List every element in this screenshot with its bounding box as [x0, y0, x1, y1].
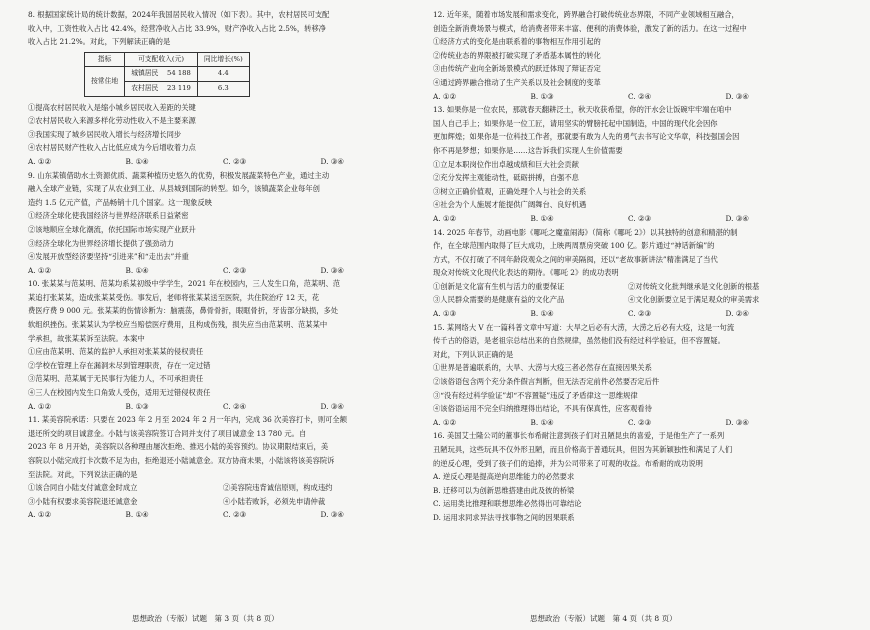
option-b[interactable]: B. ①④: [530, 417, 554, 427]
q14-stem-line: 现众对传统文化现代化表达的期待。《哪吒 2》的成功表明: [433, 268, 619, 278]
q11-item: ②美容院违背诚信原则，构成违约: [223, 483, 333, 493]
question-8: [28, 8, 418, 169]
option-b[interactable]: B. ①④: [125, 156, 149, 166]
q10-options: [28, 400, 418, 414]
question-11: [28, 413, 418, 522]
page-footer-left: 思想政治（专版）试题 第 3 页（共 8 页）: [132, 614, 279, 623]
table-header-cell: 指标: [85, 52, 125, 67]
q12-item: ①经济方式的变化是由联系着的事物相互作用引起的: [433, 37, 601, 47]
row-label: 城镇居民: [131, 69, 159, 78]
q9-item: ③经济全球化为世界经济增长提供了强劲动力: [28, 238, 174, 248]
q10-stem-line: 费医疗费 9 000 元。张某某的伤情诊断为：脑震荡，鼻骨骨折，眼眶骨折，牙齿部分缺损，多处: [28, 306, 339, 316]
income-table: [84, 52, 250, 97]
q12-stem-line: 12. 近年来，随着市场发展和需求变化，跨界融合打破传统业态界限，不同产业领域相互融合，: [433, 10, 739, 19]
option-d[interactable]: D. ③④: [725, 417, 749, 427]
question-13: [433, 103, 823, 225]
q8-stem-line: 8. 根据国家统计局的统计数据，2024年我国居民收入情况（如下表）。其中，农村居民可支配: [28, 10, 330, 19]
table-header-cell: 同比增长(%): [197, 52, 249, 67]
q16-stem-line: 的逆反心理，受到了孩子们的追捧，并为公司带来了可观的收益。布希耐的成功说明: [433, 458, 703, 468]
option-a[interactable]: A. ①②: [28, 510, 51, 520]
option-d[interactable]: D. ③④: [725, 91, 749, 101]
q14-item: ①创新是文化富有生机与活力的重要保证: [433, 281, 565, 291]
q15-item: ③“没有经过科学验证”却“不容置疑”违反了矛盾律这一思维规律: [433, 390, 638, 400]
right-column: [433, 8, 823, 525]
q8-item: ④农村居民财产性收入占比低应成为今后增收着力点: [28, 143, 196, 153]
q15-item: ④该俗语运用不完全归纳推理得出结论，不具有保真性，应客观看待: [433, 404, 652, 414]
q11-item: ③小陆有权要求美容院退还诚意金: [28, 496, 138, 506]
q14-stem-line: 14. 2025 年春节，动画电影《哪吒之魔童闹海》（简称《哪吒 2》）以其独特的创意和精湛的制: [433, 227, 738, 237]
q15-item: ①世界是普遍联系的，大旱、大涝与大疫三者必然存在直接因果关系: [433, 363, 652, 373]
q15-stem-line: 传千古的俗语，是老祖宗总结出来的自然规律，虽然他们没有经过科学验证，但不容置疑。: [433, 336, 725, 346]
q11-stem-line: 2023 年 8 月开始，美容院以各种理由屡次拒绝、推迟小陆的美容预约。协议期限结束后，美: [28, 442, 329, 452]
q12-stem-line: 创造全新消费场景与模式，给消费者带来丰富、便利的消费体验，激发了新的活力。在这一过程中: [433, 23, 747, 33]
q16-option[interactable]: D. 运用求同求异法寻找事物之间的因果联系: [433, 512, 575, 522]
q12-item: ④通过跨界融合推动了生产关系以及社会制度的变革: [433, 77, 601, 87]
option-c[interactable]: C. ②③: [223, 156, 247, 166]
q9-item: ②该地顺应全球化潮流，依托国际市场实现产业跃升: [28, 224, 196, 234]
q8-stem-line: 收入占比 21.2%。对此，下列解读正确的是: [28, 37, 171, 47]
q10-item: ②学校在管理上存在漏洞未尽到管理职责，存在一定过错: [28, 360, 211, 370]
option-b[interactable]: B. ①④: [125, 265, 149, 275]
table-cell: 6.3: [197, 81, 249, 96]
option-c[interactable]: C. ②④: [628, 91, 652, 101]
q11-stem-line: 11. 某美容院承诺：只要在 2023 年 2 月至 2024 年 2 月一年内，完成 36 次美容打卡，则可全额: [28, 415, 348, 425]
q11-stem-line: 退还所交的项目诚意金。小陆与该美容院签订合同并支付了项目诚意金 13 780 元。自: [28, 428, 307, 438]
question-15: [433, 321, 823, 430]
q10-item: ①应由范某明、范某的监护人承担对张某某的侵权责任: [28, 347, 204, 357]
q11-stem-line: 容院以小陆完成打卡次数不足为由，拒绝退还小陆诚意金。双方协商未果，小陆该将该美容院诉: [28, 456, 335, 465]
option-b[interactable]: B. ①④: [530, 213, 554, 223]
q10-stem-line: 学承担，故张某某诉至法院。本案中: [28, 333, 145, 343]
q10-item: ④三人在校园内发生口角致人受伤，适用无过错侵权责任: [28, 388, 211, 398]
option-c[interactable]: C. ②③: [628, 309, 652, 319]
q13-options: [433, 212, 823, 226]
left-column: [28, 8, 418, 522]
option-b[interactable]: B. ①④: [530, 309, 554, 319]
q16-stem-line: 丑陋玩具，这些玩具不仅外形丑陋，而且价格高于普通玩具，但因为其新颖独性和满足了人们: [433, 445, 733, 454]
option-c[interactable]: C. ②③: [223, 265, 247, 275]
q11-options: [28, 508, 418, 522]
row-label: 农村居民: [131, 83, 159, 92]
q14-items-row: [433, 280, 823, 294]
option-a[interactable]: A. ①②: [433, 417, 456, 427]
q13-stem-line: 你不再是梦想；如果你是……这告诉我们实现人生价值需要: [433, 145, 623, 155]
q9-item: ①经济全球化使我国经济与世界经济联系日益紧密: [28, 211, 189, 221]
q14-stem-line: 作，在全球范围内取得了巨大成功，上映两周票房突破 100 亿。影片通过“神话新编”的: [433, 241, 715, 251]
q11-items-row: [28, 495, 418, 509]
q9-item: ④发展开放型经济要坚持“引进来”和“走出去”并重: [28, 252, 189, 262]
option-d[interactable]: D. ③④: [320, 156, 344, 166]
q11-item: ①该合同自小陆支付诚意金时成立: [28, 483, 138, 493]
q11-stem-line: 至法院。对此，下列说法正确的是: [28, 469, 138, 479]
option-a[interactable]: A. ①②: [433, 213, 456, 223]
option-c[interactable]: C. ②③: [628, 213, 652, 223]
option-b[interactable]: B. ①④: [125, 510, 149, 520]
option-d[interactable]: D. ③④: [320, 265, 344, 275]
option-c[interactable]: C. ②③: [628, 417, 652, 427]
table-header-cell: 可支配收入(元): [125, 52, 198, 67]
q13-stem-line: 更加辉煌；如果你是一位科技工作者，那就要有敢为人先的勇气去书写论文华章，科技强国会因: [433, 132, 740, 142]
q14-options: [433, 307, 823, 321]
option-a[interactable]: A. ①②: [433, 91, 456, 101]
row-value: 23 119: [167, 83, 191, 92]
q16-option[interactable]: C. 运用类比推理和联想思维必然得出可靠结论: [433, 499, 582, 509]
q8-options: [28, 155, 418, 169]
q12-item: ③由传统产业向全新场景模式的跃迁体现了辩证否定: [433, 64, 601, 74]
question-9: [28, 169, 418, 278]
option-a[interactable]: A. ①②: [28, 265, 51, 275]
q11-item: ④小陆若败诉，必须先申请仲裁: [223, 496, 326, 506]
q10-stem-line: 软组织挫伤。张某某认为学校应当赔偿医疗费用，且构成伤残，损失应当由范某明、范某某中: [28, 320, 328, 330]
q13-stem-line: 13. 如果你是一位农民，那就春天翻耕泛土，秋天收获希望，你的汗水会让饭碗牢牢端在咱中: [433, 105, 732, 115]
q8-item: ③我国实现了城乡居民收入增长与经济增长同步: [28, 129, 182, 139]
question-10: [28, 277, 418, 413]
q10-item: ③范某明、范某属于无民事行为能力人，不可承担责任: [28, 374, 204, 384]
q14-item: ④文化创新要立足于满足观众的审美需求: [628, 295, 760, 305]
q14-item: ③人民群众需要的是健康有益的文化产品: [433, 295, 565, 305]
q8-item: ①提高农村居民收入是缩小城乡居民收入差距的关键: [28, 102, 196, 112]
option-d[interactable]: D. ②④: [725, 309, 749, 319]
q10-stem-line: 某追打张某某，造成张某某受伤。事发后，老师将张某某送至医院，共住院治疗 12 天，花: [28, 292, 320, 302]
option-b[interactable]: B. ①③: [125, 401, 149, 411]
q13-item: ②充分发挥主观能动性，砥砺拼搏，自强不息: [433, 173, 579, 183]
q9-options: [28, 264, 418, 278]
q12-item: ②传统业态的界限被打破实现了矛盾基本属性的转化: [433, 50, 601, 60]
q16-option[interactable]: B. 迁移可以为创新思维搭建由此及彼的桥梁: [433, 485, 575, 495]
page-footer-right: 思想政治（专版）试题 第 4 页（共 8 页）: [530, 614, 677, 623]
q9-stem-line: 融入全球产业链，实现了从农业到工业、从县城到国际的转型。如今，该镇蔬菜企业每年创: [28, 184, 320, 194]
q9-stem-line: 9. 山东某镇借助水土资源优质、蔬菜种植历史悠久的优势，积极发展蔬菜特色产业，通过主动: [28, 170, 330, 180]
q16-option[interactable]: A. 逆反心理是提高逆向思维能力的必然要求: [433, 472, 575, 482]
option-a[interactable]: A. ①②: [28, 401, 51, 411]
option-a[interactable]: A. ①③: [433, 309, 456, 319]
option-c[interactable]: C. ②④: [223, 401, 247, 411]
q13-item: ①立足本职岗位作出卓越成绩和巨大社会贡献: [433, 159, 579, 169]
option-b[interactable]: B. ①③: [530, 91, 554, 101]
question-16: [433, 429, 823, 524]
q14-items-row: [433, 293, 823, 307]
q15-item: ②该俗语包含两个充分条件假言判断，但无法否定前件必然要否定后件: [433, 377, 660, 387]
q10-stem-line: 10. 张某某与范某明、范某均系某初级中学学生，2021 年在校园内，三人发生口角，范某明、范: [28, 279, 341, 289]
q13-stem-line: 国人自己手上；如果你是一位工匠，请用坚实的臂膀托起中国制造，中国的现代化会因你: [433, 118, 718, 128]
table-cell: [125, 67, 198, 82]
q15-options: [433, 416, 823, 430]
q13-item: ③树立正确价值观，正确处理个人与社会的关系: [433, 186, 587, 196]
option-c[interactable]: C. ②③: [223, 510, 247, 520]
q11-items-row: [28, 481, 418, 495]
q14-item: ②对传统文化批判继承是文化创新的根基: [628, 281, 760, 291]
q8-stem-line: 收入中，工资性收入占比 42.4%，经营净收入占比 33.9%，财产净收入占比 2.5%，转移净: [28, 23, 327, 33]
q13-item: ④社会为个人施展才能提供广阔舞台、良好机遇: [433, 200, 587, 210]
option-d[interactable]: D. ③④: [320, 401, 344, 411]
q15-stem-line: 15. 某网络大 V 在一篇科普文章中写道：大旱之后必有大涝，大涝之后必有大疫，这是一句流: [433, 322, 735, 332]
question-14: [433, 226, 823, 321]
q16-stem-line: 16. 美国艾士隆公司的董事长布希耐注意到孩子们对丑陋昆虫的喜爱，于是他生产了一系列: [433, 431, 725, 441]
table-cell: 4.4: [197, 67, 249, 82]
q9-stem-line: 造约 1.5 亿元产值，产品畅销十几个国家。这一现象反映: [28, 197, 213, 207]
q14-stem-line: 方式，不仅打破了不同年龄段观众之间的审美隔阂，还以“老故事新讲法”精准满足了当代: [433, 254, 718, 264]
row-value: 54 188: [167, 69, 191, 78]
option-a[interactable]: A. ①②: [28, 156, 51, 166]
option-d[interactable]: D. ③④: [320, 510, 344, 520]
q8-item: ②农村居民收入来源多样化劳动性收入不是主要来源: [28, 116, 196, 126]
q12-options: [433, 90, 823, 104]
table-cell: [125, 81, 198, 96]
table-group-cell: 按常住地: [85, 67, 125, 96]
option-d[interactable]: D. ③④: [725, 213, 749, 223]
question-12: [433, 8, 823, 103]
q15-stem-line: 对此，下列认识正确的是: [433, 349, 514, 359]
